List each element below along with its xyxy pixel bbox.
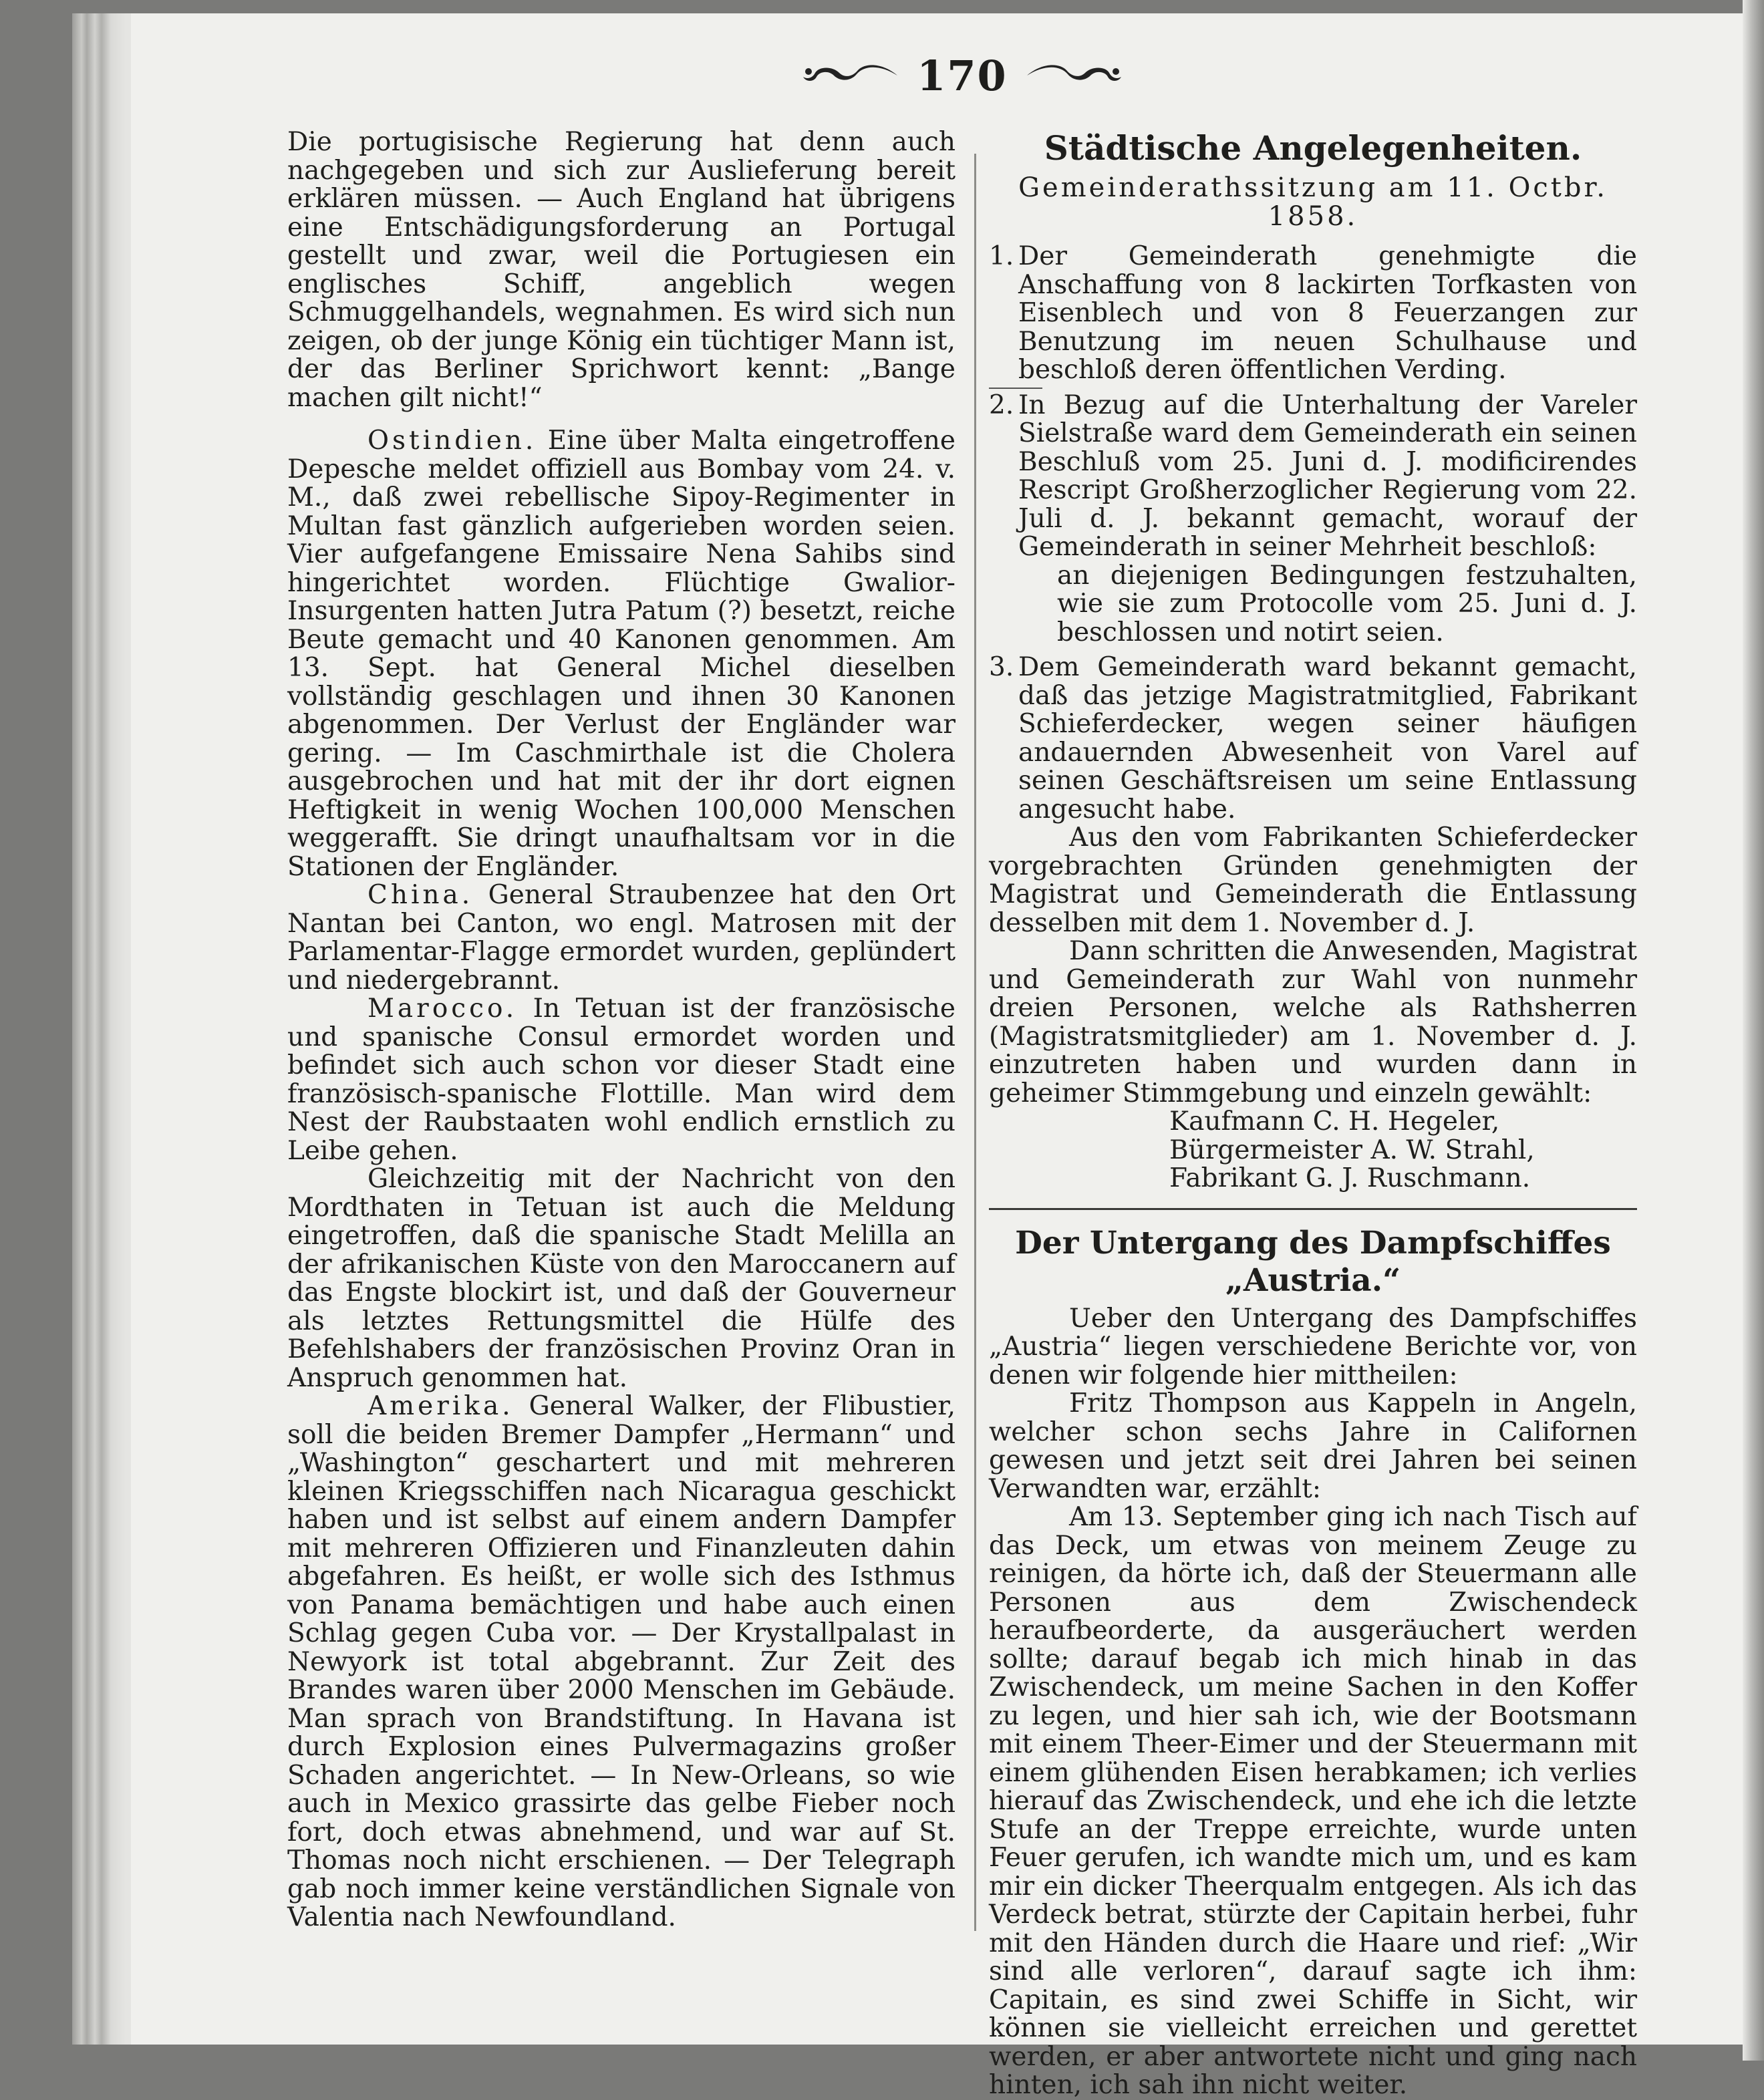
item-text: In Bezug auf die Unterhaltung der Vareler Sielstraße ward dem Gemeinderath ein seinen Beschluß vom 25. Juni d. J. modificirendes Rescript Großherzoglicher Regierung vom 22. Juli d. J. bekannt gemacht, worauf der Gemeinderath in seiner Mehrheit beschloß: [1018,390,1637,562]
paragraph-china [287,881,956,995]
item-number: 1. [989,241,1014,271]
item-number: 3. [989,652,1014,682]
page-edge [1743,0,1764,2061]
place-label: Amerika. [368,1391,514,1421]
section-title: Städtische Angelegenheiten. [1044,128,1582,168]
paragraph-text: General Walker, der Flibustier, soll die beiden Bremer Dampfer „Hermann“ und „Washington“ geschartert und mit mehreren kleinen Kriegsschiffen nach Nicaragua geschickt haben und ist selbst auf einem andern Dampfer mit mehreren Offizieren und Finanzleuten dahin abgefahren. Es heißt, er wolle sich des Isthmus von Panama bemächtigen und habe auch einen Schlag gegen Cuba vor. — Der Krystallpalast in Newyork ist total abgebrannt. Zur Zeit des Brandes waren über 2000 Menschen im Gebäude. Man sprach von Brandstiftung. In Havana ist durch Explosion eines Pulvermagazins großer Schaden angerichtet. — In New-Orleans, so wie auch in Mexico grassirte das gelbe Fieber noch fort, doch etwas abnehmend, und war auf St. Thomas noch nicht erschienen. — Der Telegraph gab noch immer keine verständlichen Signale von Valentia nach Newfoundland. [287,1391,956,1932]
elected-person: Kaufmann C. H. Hegeler, [1169,1106,1500,1137]
place-label: China. [368,880,474,910]
section-rule [989,1208,1637,1210]
paragraph-aus: Aus den vom Fabrikanten Schieferdecker vorgebrachten Gründen genehmigten der Magistrat und Gemeinderath die Entlassung desselben mit dem 1. November d. J. [989,822,1637,938]
elected-person: Bürgermeister A. W. Strahl, [1169,1135,1535,1165]
paragraph-text: In Tetuan ist der französische und spanische Consul ermordet worden und befindet sich auch schon vor dieser Stadt eine französisch-spanische Flottille. Man wird dem Nest der Raubstaaten wohl endlich ernstlich zu Leibe gehen. [287,994,956,1166]
elected-person: Fabrikant G. J. Ruschmann. [1169,1163,1531,1193]
paragraph-ostindien [287,427,956,881]
paragraph-am: Am 13. September ging ich nach Tisch auf das Deck, um etwas von meinem Zeuge zu reinigen, da hörte ich, daß der Steuermann alle Personen aus dem Zwischendeck heraufbeorderte, da ausgeräuchert werden sollte; darauf begab ich mich hinab in das Zwischendeck, um meine Sachen in den Koffer zu legen, und hier sah ich, wie der Bootsmann mit einem Theer-Eimer und der Steuermann mit einem glühenden Eisen herabkamen; ich verlies hierauf das Zwischendeck, und ehe ich die letzte Stufe an der Treppe erreichte, wurde unten Feuer gerufen, ich wandte mich um, und es kam mir ein dicker Theerqualm entgegen. Als ich das Verdeck betrat, stürzte der Capitain herbei, fuhr mit den Händen durch die Haare und rief: „Wir sind alle verloren“, darauf sagte ich ihm: Capitain, es sind zwei Schiffe in Sicht, wir können sie vielleicht erreichen und gerettet werden, er aber antwortete nicht und ging nach hinten, ich sah ihn nicht weiter. [989,1502,1637,2100]
item-text: Der Gemeinderath genehmigte die Anschaffung von 8 lackirten Torfkasten von Eisenblech und von 8 Feuerzangen zur Benutzung im neuen Schulhause und beschloß deren öffentlichen Verding. [1018,241,1637,385]
paragraph-text: General Straubenzee hat den Ort Nantan bei Canton, wo engl. Matrosen mit der Parlamentar-Flagge ermordet wurden, geplündert und niedergebrannt. [287,880,956,996]
item-text: Dem Gemeinderath ward bekannt gemacht, daß das jetzige Magistratmitglied, Fabrikant Schieferdecker, wegen seiner häufigen andauernden Abwesenheit von Varel auf seinen Geschäftsreisen um seine Entlassung angesucht habe. [1018,652,1637,824]
paragraph-amerika [287,1392,956,1932]
left-ornament-icon [800,62,901,89]
left-column [287,128,956,1932]
right-column [989,128,1637,2100]
short-divider [989,388,1042,389]
right-ornament-icon [1024,62,1124,89]
place-label: Ostindien. [368,426,537,456]
page-header [728,45,1196,106]
list-item [989,243,1637,385]
column-divider [974,154,976,1931]
list-item [989,392,1637,647]
paragraph-text: Eine über Malta eingetroffene Depesche meldet offiziell aus Bombay vom 24. v. M., daß zwei rebellische Sipoy-Regimenter in Multan fast gänzlich aufgerieben worden seien. Vier aufgefangene Emissaire Nena Sahibs sind hingerichtet worden. Flüchtige Gwalior-Insurgenten hatten Jutra Patum (?) besetzt, reiche Beute gemacht und 40 Kanonen genommen. Am 13. Sept. hat General Michel dieselben vollständig geschlagen und ihnen 30 Kanonen abgenommen. Der Verlust der Engländer war gering. — Im Caschmirthale ist die Cholera ausgebrochen und hat mit der ihr dort eignen Heftigkeit in wenig Wochen 100,000 Menschen weggerafft. Sie dringt unaufhaltsam vor in die Stationen der Engländer. [287,426,956,882]
paragraph-ueber: Ueber den Untergang des Dampfschiffes „Austria“ liegen verschiedene Berichte vor, von denen wir folgende hier mittheilen: [989,1303,1637,1390]
paragraph-fritz: Fritz Thompson aus Kappeln in Angeln, welcher schon sechs Jahre in Californen gewesen und jetzt seit drei Jahren bei seinen Verwandten war, erzählt: [989,1388,1637,1504]
article-title: Der Untergang des Dampfschiffes „Austria.“ [1015,1224,1611,1299]
paragraph-dann: Dann schritten die Anwesenden, Magistrat und Gemeinderath zur Wahl von nunmehr dreien Personen, welche als Rathsherren (Magistratsmitglieder) am 1. November d. J. einzutreten haben und wurden dann in geheimer Stimmgebung und einzeln gewählt: [989,936,1637,1108]
place-label: Marocco. [368,994,518,1024]
list-item [989,653,1637,824]
paragraph-portugal: Die portugisische Regierung hat denn auch nachgegeben und sich zur Auslieferung bereit erklären müssen. — Auch England hat übrigens eine Entschädigungsforderung an Portugal gestellt und zwar, weil die Portugiesen ein englisches Schiff, angeblich wegen Schmuggelhandels, wegnahmen. Es wird sich nun zeigen, ob der junge König ein tüchtiger Mann ist, der das Berliner Sprichwort kennt: „Bange machen gilt nicht!“ [287,127,956,413]
section-subtitle: Gemeinderathssitzung am 11. Octbr. 1858. [1018,172,1608,232]
item-number: 2. [989,390,1014,420]
paragraph-gleichzeitig: Gleichzeitig mit der Nachricht von den Mordthaten in Tetuan ist auch die Meldung eingetroffen, daß die spanische Stadt Melilla an der afrikanischen Küste von den Maroccanern auf das Engste blockirt ist, und daß der Gouverneur als letztes Rettungsmittel die Hülfe des Befehlshabers der französischen Provinz Oran in Anspruch genommen hat. [287,1164,956,1393]
paragraph-marocco [287,995,956,1165]
page-number: 170 [917,51,1008,100]
item-subtext: an diejenigen Bedingungen festzuhalten, wie sie zum Protocolle vom 25. Juni d. J. beschlossen und notirt seien. [1057,560,1637,647]
